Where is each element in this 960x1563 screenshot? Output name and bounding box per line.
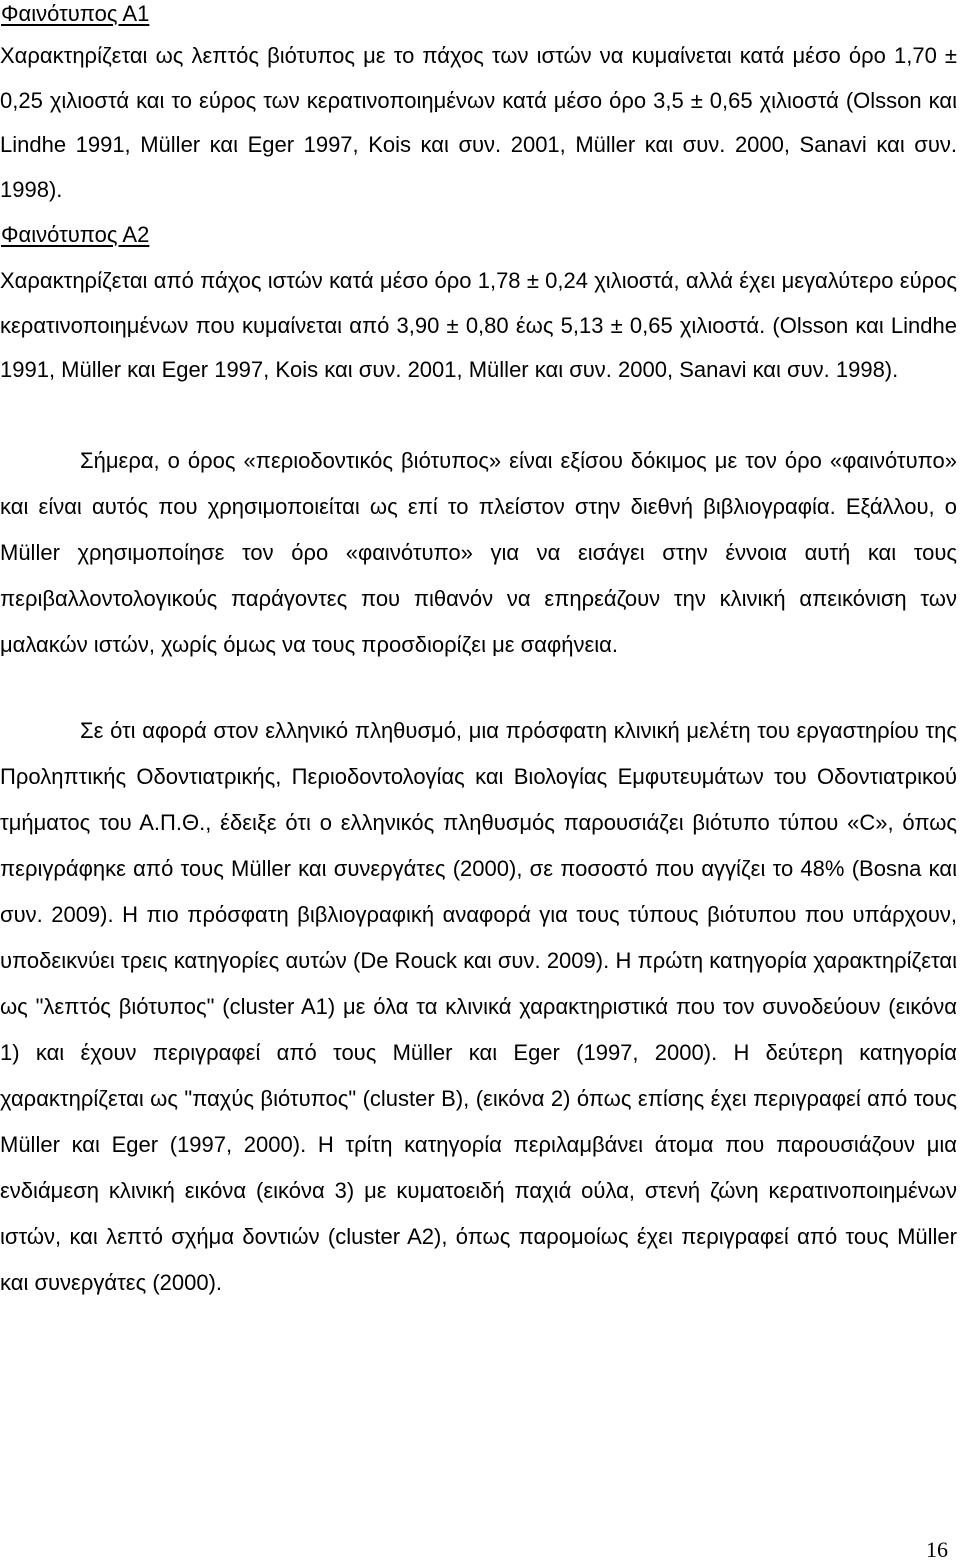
- body-paragraph-terminology: Σήμερα, ο όρος «περιοδοντικός βιότυπος» είναι εξίσου δόκιμος με τον όρο «φαινότυπο» και είναι αυτός που χρησιμοποιείται ως επί το πλείστον στην διεθνή βιβλιογραφία. Εξάλλου, ο Müller χρησιμοποίησε τον όρο «φαινότυπο» για να εισάγει στην έννοια αυτή και τους περιβαλλοντολογικούς παράγοντες που πιθανόν να επηρεάζουν την κλινική απεικόνιση των μαλακών ιστών, χωρίς όμως να τους προσδιορίζει με σαφήνεια.: [0, 448, 957, 657]
- section-text-a2: Χαρακτηρίζεται από πάχος ιστών κατά μέσο όρο 1,78 ± 0,24 χιλιοστά, αλλά έχει μεγαλύτερο εύρος κερατινοποιημένων που κυμαίνεται από 3,90 ± 0,80 έως 5,13 ± 0,65 χιλιοστά. (Olsson και Lindhe 1991, Müller και Eger 1997, Kois και συν. 2001, Müller και συν. 2000, Sanavi και συν. 1998).: [0, 268, 957, 382]
- body-paragraph-greek-population: Σε ότι αφορά στον ελληνικό πληθυσμό, μια πρόσφατη κλινική μελέτη του εργαστηρίου της Προληπτικής Οδοντιατρικής, Περιοδοντολογίας και Βιολογίας Εμφυτευμάτων του Οδοντιατρικού τμήματος του Α.Π.Θ., έδειξε ότι ο ελληνικός πληθυσμός παρουσιάζει βιότυπο τύπου «C», όπως περιγράφηκε από τους Müller και συνεργάτες (2000), σε ποσοστό που αγγίζει το 48% (Bosna και συν. 2009). Η πιο πρόσφατη βιβλιογραφική αναφορά για τους τύπους βιότυπου που υπάρχουν, υποδεικνύει τρεις κατηγορίες αυτών (De Rouck και συν. 2009). Η πρώτη κατηγορία χαρακτηρίζεται ως "λεπτός βιότυπος" (cluster A1) με όλα τα κλινικά χαρακτηριστικά που τον συνοδεύουν (εικόνα 1) και έχουν περιγραφεί από τους Müller και Eger (1997, 2000). Η δεύτερη κατηγορία χαρακτηρίζεται ως "παχύς βιότυπος" (cluster B), (εικόνα 2) όπως επίσης έχει περιγραφεί από τους Müller και Eger (1997, 2000). Η τρίτη κατηγορία περιλαμβάνει άτομα που παρουσιάζουν μια ενδιάμεση κλινική εικόνα (εικόνα 3) με κυματοειδή παχιά ούλα, στενή ζώνη κερατινοποιημένων ιστών, και λεπτό σχήμα δοντιών (cluster A2), όπως παρομοίως έχει περιγραφεί από τους Müller και συνεργάτες (2000).: [0, 718, 957, 1295]
- section-heading-a1: Φαινότυπος Α1: [1, 1, 150, 26]
- page-number: 16: [926, 1537, 948, 1562]
- section-text-a1: Χαρακτηρίζεται ως λεπτός βιότυπος με το πάχος των ιστών να κυμαίνεται κατά μέσο όρο 1,70 ± 0,25 χιλιοστά και το εύρος των κερατινοποιημένων κατά μέσο όρο 3,5 ± 0,65 χιλιοστά (Olsson και Lindhe 1991, Müller και Eger 1997, Kois και συν. 2001, Müller και συν. 2000, Sanavi και συν. 1998).: [0, 43, 957, 202]
- section-heading-a2: Φαινότυπος Α2: [1, 222, 150, 247]
